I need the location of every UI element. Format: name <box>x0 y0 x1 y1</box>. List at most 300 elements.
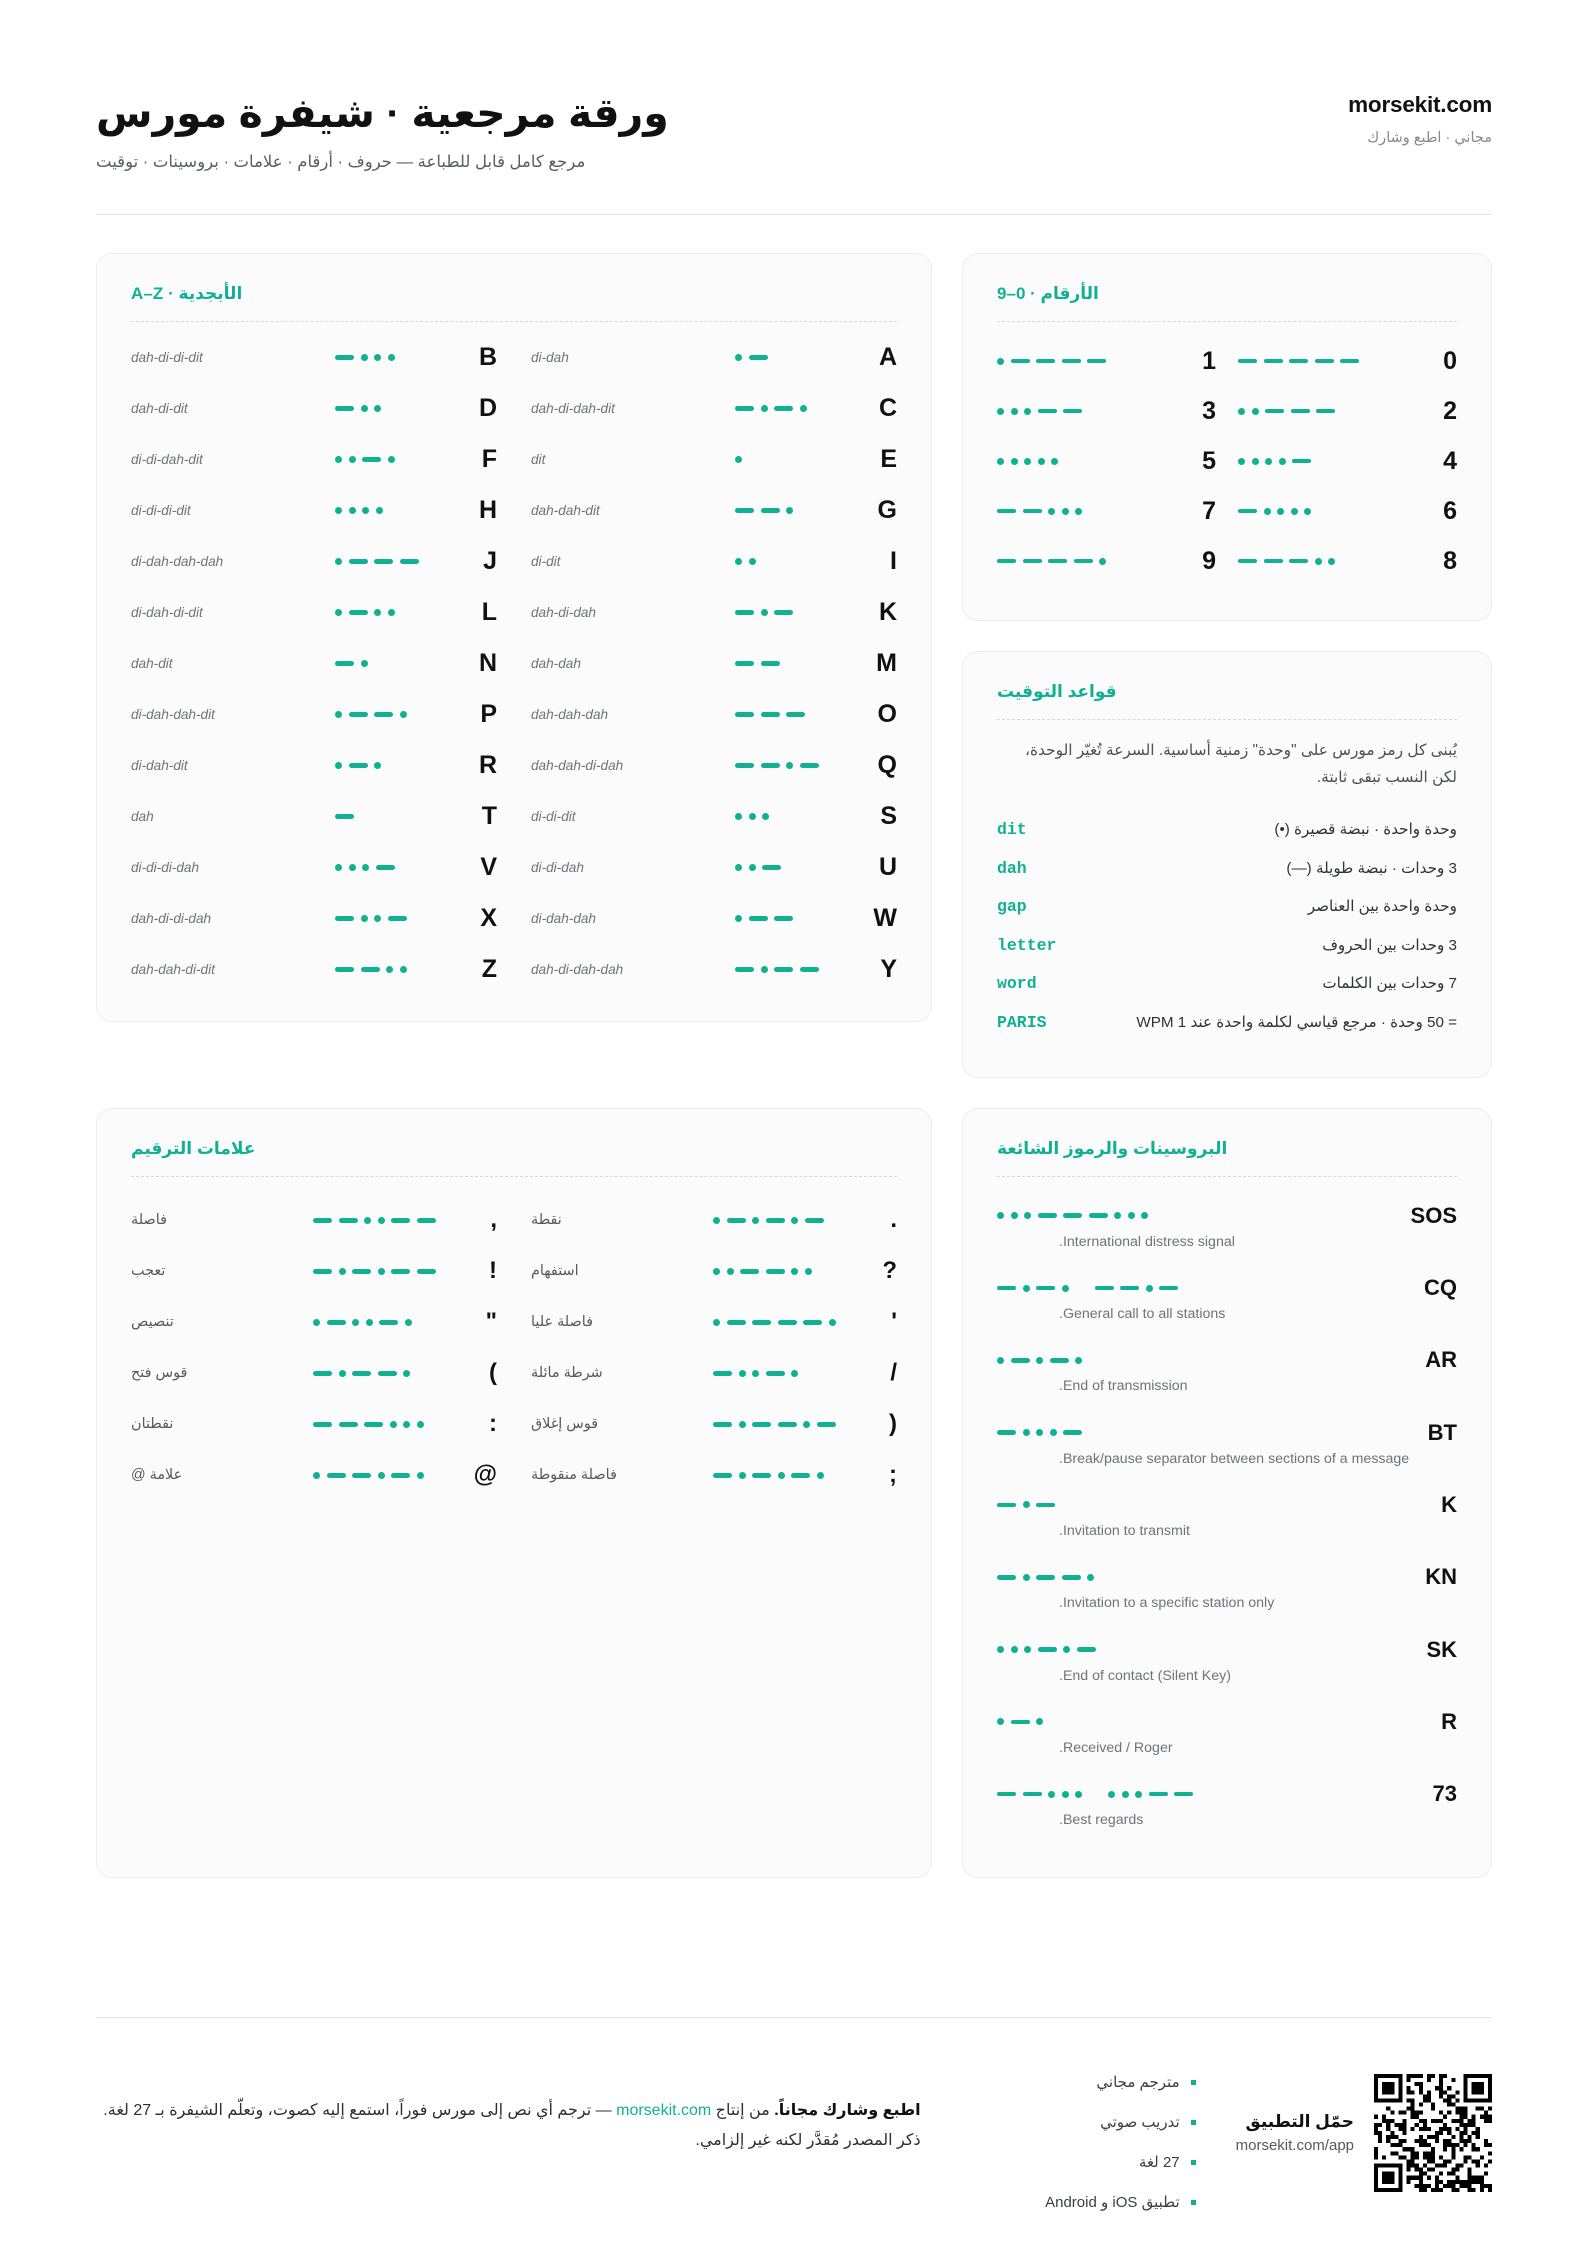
morse-dot <box>817 1472 824 1479</box>
morse-dot <box>735 915 742 922</box>
morse-dash <box>378 1371 397 1376</box>
morse-dot <box>739 1472 746 1479</box>
number-char: 8 <box>1443 546 1457 575</box>
morse-dash <box>352 1371 371 1376</box>
timing-description: 3 وحدات بين الحروف <box>1322 936 1457 954</box>
morse-dash <box>1316 409 1335 414</box>
alphabet-phonetic: di-di-dah-dit <box>131 452 203 468</box>
prosign-top-row <box>997 1347 1457 1373</box>
morse-dash <box>791 1473 810 1478</box>
punctuation-divider <box>131 1176 897 1177</box>
timing-divider <box>997 719 1457 720</box>
morse-dash <box>762 865 781 870</box>
morse-dash <box>349 712 368 717</box>
prosigns-divider <box>997 1176 1457 1177</box>
alphabet-phonetic: dah-dit <box>131 656 173 672</box>
morse-dash <box>1120 1286 1139 1291</box>
morse-dash <box>339 1218 358 1223</box>
punctuation-row <box>531 1348 897 1399</box>
morse-dot <box>1024 1646 1031 1653</box>
number-row <box>997 486 1216 536</box>
alphabet-char: A <box>878 343 897 372</box>
morse-dot <box>388 354 395 361</box>
morse-code-glyphs <box>335 552 419 572</box>
morse-dot <box>335 711 342 718</box>
alphabet-row <box>131 944 497 995</box>
punctuation-row <box>531 1450 897 1501</box>
morse-dot <box>786 507 793 514</box>
morse-dot <box>361 405 368 412</box>
alphabet-row <box>531 587 897 638</box>
morse-code-glyphs <box>997 1206 1148 1226</box>
morse-dash <box>761 661 780 666</box>
alphabet-phonetic: di-dah-dit <box>131 758 188 774</box>
number-row <box>997 336 1216 386</box>
prosign-top-row <box>997 1564 1457 1590</box>
morse-dot <box>997 408 1004 415</box>
morse-dot <box>1291 508 1298 515</box>
morse-dot <box>403 1421 410 1428</box>
morse-dash <box>1291 409 1310 414</box>
prosigns-list <box>997 1193 1457 1844</box>
morse-dash <box>740 1269 759 1274</box>
morse-dash <box>735 661 754 666</box>
morse-dash <box>735 508 754 513</box>
punctuation-name: استفهام <box>531 1263 579 1280</box>
punctuation-title: علامات الترقيم <box>131 1138 256 1158</box>
alphabet-row <box>131 842 497 893</box>
timing-row <box>997 965 1457 1004</box>
alphabet-row <box>531 332 897 383</box>
morse-code-glyphs <box>313 1261 436 1281</box>
morse-dot <box>997 1646 1004 1653</box>
morse-code-glyphs <box>997 401 1082 421</box>
feature-row <box>961 2102 1196 2142</box>
punctuation-char: ' <box>891 1308 897 1336</box>
alphabet-char: X <box>480 904 497 933</box>
number-row <box>1238 336 1457 386</box>
footer-text-2: — ترجم أي نص إلى مورس فوراً، استمع إليه كصوت، وتعلّم الشيفرة بـ 27 لغة. ذكر المصدر مُقدَّر لكنه غير إلزامي. <box>103 2102 921 2149</box>
morse-dot <box>335 864 342 871</box>
morse-dot <box>1114 1212 1121 1219</box>
alphabet-phonetic: di-dah-dah-dit <box>131 707 215 723</box>
morse-code-glyphs <box>713 1465 824 1485</box>
prosign-name: K <box>1441 1491 1457 1517</box>
morse-dash <box>417 1218 436 1223</box>
alphabet-row <box>131 587 497 638</box>
morse-dot <box>805 1268 812 1275</box>
alphabet-char: Z <box>481 955 497 984</box>
morse-dot <box>1075 1791 1082 1798</box>
morse-dash <box>1023 559 1042 564</box>
morse-code-glyphs <box>997 501 1082 521</box>
morse-code-glyphs <box>997 1640 1096 1660</box>
morse-dot <box>1011 1212 1018 1219</box>
morse-dash <box>374 712 393 717</box>
prosign-name: AR <box>1425 1347 1457 1373</box>
morse-dot <box>997 1357 1004 1364</box>
morse-dash <box>1292 459 1311 464</box>
footer-site-link[interactable]: morsekit.com <box>616 2102 712 2119</box>
morse-dot <box>374 762 381 769</box>
number-char: 0 <box>1443 346 1457 375</box>
prosign-name: KN <box>1425 1564 1457 1590</box>
feature-row <box>961 2142 1196 2182</box>
morse-dash <box>766 1371 785 1376</box>
morse-dot <box>778 1472 785 1479</box>
morse-dash <box>713 1473 732 1478</box>
alphabet-char: C <box>878 394 897 423</box>
morse-code-glyphs <box>335 450 395 470</box>
morse-code-glyphs <box>1238 401 1335 421</box>
morse-dash <box>766 1218 785 1223</box>
morse-dash <box>1036 1575 1055 1580</box>
punctuation-name: علامة @ <box>131 1467 183 1484</box>
morse-dot <box>400 711 407 718</box>
alphabet-phonetic: di-di-di-dah <box>131 860 200 876</box>
morse-dot <box>791 1268 798 1275</box>
prosign-description: General call to all stations. <box>1059 1306 1226 1323</box>
number-char: 5 <box>1202 446 1216 475</box>
morse-dot <box>1099 558 1106 565</box>
morse-code-glyphs <box>313 1363 410 1383</box>
alphabet-code-cell <box>335 960 463 980</box>
alphabet-char: V <box>480 853 497 882</box>
morse-code-glyphs <box>713 1210 824 1230</box>
morse-space <box>1089 1794 1102 1795</box>
punctuation-char: ) <box>889 1410 897 1438</box>
prosign-top-row <box>997 1709 1457 1735</box>
morse-dot <box>361 915 368 922</box>
morse-dash <box>1159 1286 1178 1291</box>
prosign-top-row <box>997 1492 1457 1518</box>
morse-dash <box>1074 559 1093 564</box>
morse-code-glyphs <box>713 1414 836 1434</box>
alphabet-row <box>531 536 897 587</box>
alphabet-phonetic: dah-dah-di-dit <box>131 962 215 978</box>
morse-dash <box>379 1320 398 1325</box>
number-char: 1 <box>1202 346 1216 375</box>
number-row <box>1238 536 1457 586</box>
alphabet-row <box>531 791 897 842</box>
morse-code-glyphs <box>997 551 1106 571</box>
alphabet-code-cell <box>735 909 863 929</box>
morse-dot <box>349 507 356 514</box>
morse-dash <box>349 763 368 768</box>
alphabet-row <box>531 842 897 893</box>
punctuation-row <box>131 1450 497 1501</box>
alphabet-code-cell <box>735 807 863 827</box>
prosign-top-row <box>997 1275 1457 1301</box>
morse-dot <box>378 1268 385 1275</box>
prosign-description: End of transmission. <box>1059 1378 1188 1395</box>
morse-dot <box>339 1370 346 1377</box>
morse-dash <box>1089 1213 1108 1218</box>
alphabet-code-cell <box>735 756 863 776</box>
morse-code-glyphs <box>313 1210 436 1230</box>
prosign-name: SOS <box>1410 1202 1457 1228</box>
morse-code-glyphs <box>335 501 383 521</box>
number-char: 6 <box>1443 496 1457 525</box>
morse-dash <box>761 763 780 768</box>
punctuation-code-cell <box>713 1414 863 1434</box>
number-char: 9 <box>1202 546 1216 575</box>
morse-dot <box>1128 1212 1135 1219</box>
alphabet-code-cell <box>335 858 463 878</box>
morse-dot <box>1279 458 1286 465</box>
timing-intro: يُبنى كل رمز مورس على "وحدة" زمنية أساسية. السرعة تُغيّر الوحدة، لكن النسب تبقى ثابتة. <box>1025 742 1457 786</box>
morse-dot <box>997 1212 1004 1219</box>
morse-code-glyphs <box>335 960 407 980</box>
morse-dash <box>335 406 354 411</box>
punctuation-row <box>131 1195 497 1246</box>
morse-dot <box>1063 1646 1070 1653</box>
right-column-top <box>96 253 932 1078</box>
morse-dash <box>335 967 354 972</box>
morse-dash <box>786 712 805 717</box>
punctuation-card <box>96 1108 932 1879</box>
prosign-item <box>997 1337 1457 1409</box>
morse-dash <box>374 559 393 564</box>
morse-code-glyphs <box>335 858 395 878</box>
morse-dot <box>1051 458 1058 465</box>
morse-dot <box>735 456 742 463</box>
morse-dot <box>1277 508 1284 515</box>
morse-dot <box>339 1268 346 1275</box>
morse-dot <box>374 915 381 922</box>
punctuation-char: ? <box>882 1257 897 1285</box>
page-subtitle: مرجع كامل قابل للطباعة — حروف · أرقام · علامات · بروسينات · توقيت <box>96 153 586 172</box>
morse-dash <box>800 763 819 768</box>
alphabet-row <box>131 791 497 842</box>
app-download-title: حمّل التطبيق <box>1245 2112 1354 2131</box>
alphabet-phonetic: dah-di-dah-dit <box>531 401 615 417</box>
alphabet-phonetic: dah <box>131 809 154 825</box>
morse-code-glyphs <box>335 705 407 725</box>
morse-dash <box>349 610 368 615</box>
alphabet-phonetic: di-di-dit <box>531 809 576 825</box>
alphabet-title: الأبجدية · A–Z <box>131 284 243 304</box>
morse-dot <box>361 354 368 361</box>
morse-dot <box>1238 408 1245 415</box>
morse-dash <box>335 661 354 666</box>
morse-dot <box>713 1268 720 1275</box>
morse-dot <box>786 762 793 769</box>
morse-dash <box>778 1422 797 1427</box>
timing-title: قواعد التوقيت <box>997 682 1117 702</box>
punctuation-char: @ <box>473 1461 497 1489</box>
morse-dot <box>1023 1501 1030 1508</box>
alphabet-row <box>131 638 497 689</box>
morse-dot <box>417 1472 424 1479</box>
alphabet-row <box>531 944 897 995</box>
alphabet-divider <box>131 321 897 322</box>
right-column-bottom <box>96 1108 932 1879</box>
punctuation-name: فاصلة <box>131 1212 167 1229</box>
prosign-item <box>997 1554 1457 1626</box>
number-code-cell <box>1238 451 1417 471</box>
morse-dot <box>1122 1791 1129 1798</box>
morse-dash <box>997 1503 1016 1508</box>
morse-dash <box>735 967 754 972</box>
feature-row <box>961 2182 1196 2222</box>
timing-description: 3 وحدات · نبضة طويلة (—) <box>1286 859 1457 877</box>
alphabet-char: D <box>478 394 497 423</box>
footer-blurb <box>96 2052 921 2155</box>
prosign-top-row <box>997 1781 1457 1807</box>
morse-dot <box>1328 558 1335 565</box>
brand-block <box>1348 88 1492 146</box>
alphabet-row <box>131 536 497 587</box>
alphabet-char: Y <box>880 955 897 984</box>
left-column-top <box>962 253 1492 1078</box>
bottom-section <box>96 1108 1492 1879</box>
prosign-code-cell <box>997 1423 1395 1443</box>
morse-dot <box>1023 1285 1030 1292</box>
prosigns-title: البروسينات والرموز الشائعة <box>997 1138 1228 1158</box>
punctuation-char: ( <box>489 1359 497 1387</box>
morse-code-glyphs <box>997 1784 1193 1804</box>
morse-dash <box>735 712 754 717</box>
number-row <box>1238 386 1457 436</box>
punctuation-char: / <box>890 1359 897 1387</box>
alphabet-row <box>131 485 497 536</box>
morse-dot <box>761 966 768 973</box>
feature-label: تطبيق iOS و Android <box>1045 2194 1180 2211</box>
morse-code-glyphs <box>997 1712 1043 1732</box>
morse-dot <box>1011 1646 1018 1653</box>
punctuation-name: شرطة مائلة <box>531 1365 603 1382</box>
morse-dot <box>1075 1357 1082 1364</box>
morse-dot <box>713 1319 720 1326</box>
morse-dot <box>388 456 395 463</box>
number-row <box>1238 436 1457 486</box>
prosign-description: Received / Roger. <box>1059 1739 1173 1756</box>
alphabet-char: L <box>481 598 497 627</box>
morse-dot <box>749 813 756 820</box>
timing-keyword: PARIS <box>997 1013 1047 1033</box>
morse-code-glyphs <box>335 756 381 776</box>
morse-dash <box>1011 1720 1030 1725</box>
alphabet-phonetic: di-dah-dah <box>531 911 596 927</box>
alphabet-phonetic: dah-di-di-dit <box>131 350 203 366</box>
morse-dash <box>339 1422 358 1427</box>
alphabet-char: Q <box>877 751 897 780</box>
punctuation-char: ; <box>889 1461 897 1489</box>
alphabet-code-cell <box>735 348 863 368</box>
morse-dash <box>774 916 793 921</box>
alphabet-char: H <box>478 496 497 525</box>
number-row <box>997 436 1216 486</box>
number-code-cell <box>1238 551 1417 571</box>
morse-dot <box>1252 408 1259 415</box>
morse-dash <box>778 1320 797 1325</box>
morse-dot <box>1048 1791 1055 1798</box>
feature-label: تدريب صوتي <box>1100 2114 1180 2131</box>
morse-dash <box>1289 559 1308 564</box>
timing-keyword: word <box>997 974 1037 994</box>
prosign-code-cell <box>997 1712 1395 1732</box>
morse-dot <box>374 354 381 361</box>
morse-dash <box>997 509 1016 514</box>
alphabet-char: J <box>483 547 497 576</box>
morse-dash <box>1023 509 1042 514</box>
morse-code-glyphs <box>335 348 395 368</box>
prosign-code-cell <box>997 1278 1395 1298</box>
footer-content <box>96 2018 1492 2222</box>
app-text-block <box>1236 2112 1354 2154</box>
morse-dot <box>1062 1791 1069 1798</box>
prosign-description: Best regards. <box>1059 1812 1144 1829</box>
morse-dash <box>1063 1213 1082 1218</box>
prosign-description: Break/pause separator between sections of a message. <box>1059 1450 1410 1467</box>
punctuation-code-cell <box>313 1465 463 1485</box>
morse-dot <box>1264 508 1271 515</box>
timing-row <box>997 811 1457 850</box>
alphabet-row <box>131 434 497 485</box>
morse-dot <box>752 1370 759 1377</box>
morse-dash <box>417 1269 436 1274</box>
alphabet-code-cell <box>335 450 463 470</box>
morse-dot <box>1238 458 1245 465</box>
app-download-url[interactable]: morsekit.com/app <box>1235 2137 1354 2154</box>
alphabet-phonetic: di-dah <box>531 350 569 366</box>
morse-dot <box>791 1217 798 1224</box>
morse-dash <box>752 1422 771 1427</box>
punctuation-code-cell <box>313 1363 463 1383</box>
morse-dot <box>727 1268 734 1275</box>
morse-dot <box>749 558 756 565</box>
prosign-item <box>997 1482 1457 1554</box>
alphabet-char: B <box>478 343 497 372</box>
morse-code-glyphs <box>335 603 395 623</box>
number-code-cell <box>1238 401 1417 421</box>
punctuation-row <box>531 1297 897 1348</box>
punctuation-name: تعجب <box>131 1263 166 1280</box>
morse-code-glyphs <box>735 348 768 368</box>
timing-description: وحدة واحدة · نبضة قصيرة (•) <box>1274 820 1457 838</box>
morse-dash <box>313 1422 332 1427</box>
morse-dot <box>735 864 742 871</box>
feature-bullet-icon <box>1191 2080 1196 2085</box>
morse-dot <box>762 813 769 820</box>
morse-dash <box>1315 359 1334 364</box>
punctuation-name: فاصلة منقوطة <box>531 1467 617 1484</box>
numbers-divider <box>997 321 1457 322</box>
punctuation-row <box>531 1399 897 1450</box>
prosign-name: BT <box>1427 1419 1457 1445</box>
alphabet-phonetic: dah-di-dit <box>131 401 188 417</box>
alphabet-code-cell <box>335 909 463 929</box>
morse-dash <box>1340 359 1359 364</box>
morse-dot <box>1062 1285 1069 1292</box>
alphabet-row <box>131 689 497 740</box>
alphabet-row <box>531 689 897 740</box>
morse-dot <box>376 507 383 514</box>
morse-dash <box>997 559 1016 564</box>
morse-dot <box>997 458 1004 465</box>
morse-dot <box>417 1421 424 1428</box>
alphabet-grid <box>131 332 897 995</box>
morse-code-glyphs <box>735 705 805 725</box>
morse-dash <box>1077 1647 1096 1652</box>
timing-card <box>962 651 1492 1078</box>
timing-row <box>997 1004 1457 1043</box>
punctuation-grid <box>131 1195 897 1501</box>
alphabet-phonetic: dah-dah-dah <box>531 707 609 723</box>
punctuation-row <box>531 1195 897 1246</box>
punctuation-code-cell <box>313 1414 463 1434</box>
